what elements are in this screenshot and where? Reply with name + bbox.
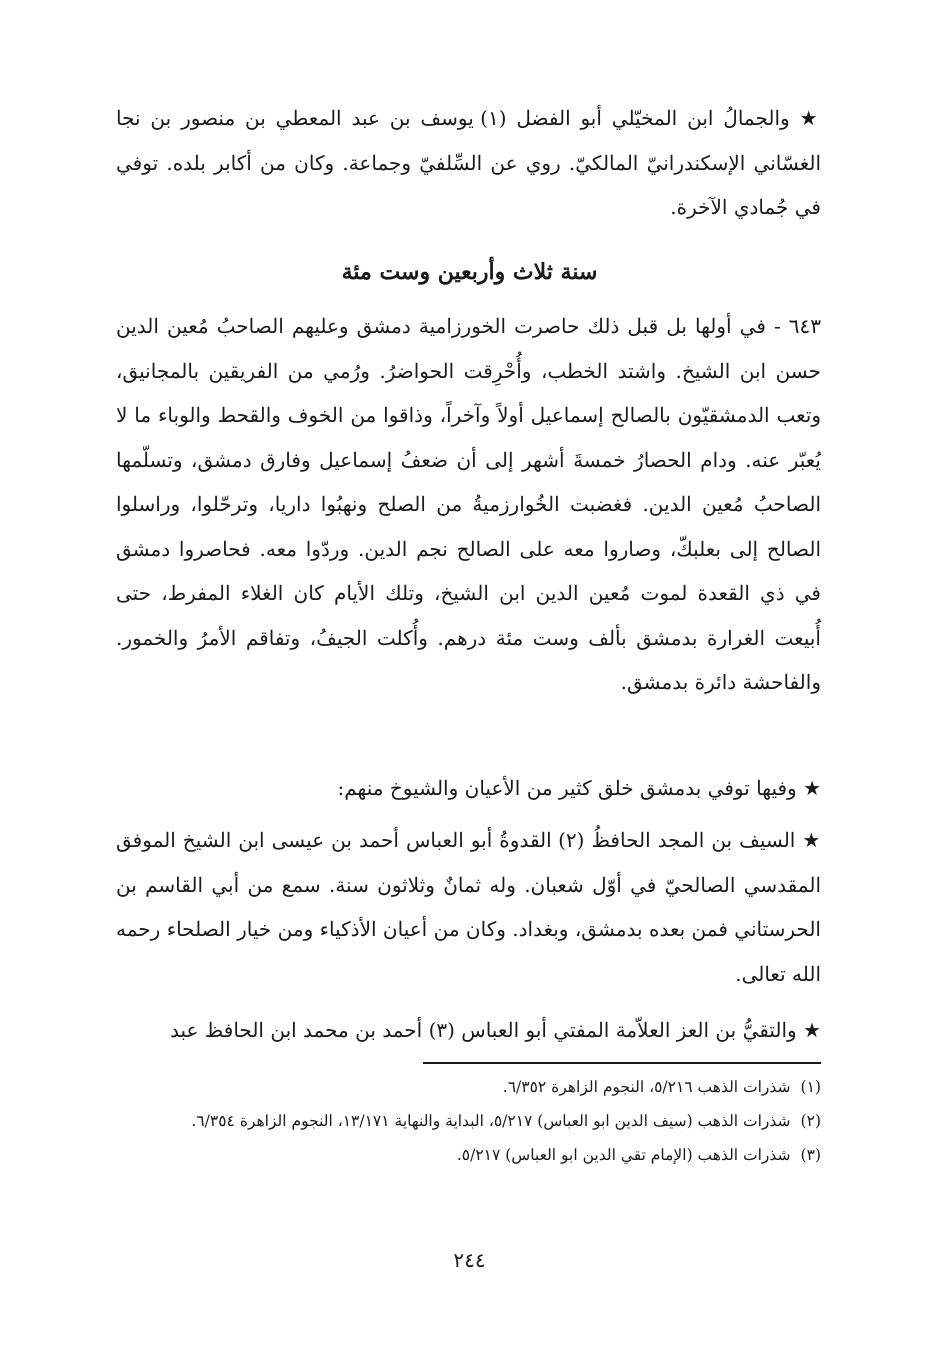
footnote	[116, 1104, 821, 1138]
footnote	[116, 1070, 821, 1104]
footnote-text: شذرات الذهب (سيف الدين ابو العباس) ٥/٢١٧، البداية والنهاية ١٣/١٧١، النجوم الزاهرة ٦/٣٥٤.	[191, 1112, 791, 1130]
footnote-number: (٢)	[800, 1112, 821, 1130]
footnote	[116, 1138, 821, 1172]
footnote-number: (٣)	[800, 1146, 821, 1164]
main-paragraph: ٦٤٣ - في أولها بل قبل ذلك حاصرت الخورزامية دمشق وعليهم الصاحبُ مُعين الدين حسن ابن الشيخ. واشتد الخطب، وأُحْرِقت الحواضرُ. ورُمي من الفريقين بالمجانيق، وتعب الدمشقيّون بالصالح إسماعيل أولاً وآخراً، وذاقوا من الخوف والقحط والوباء ما لا يُعبّر عنه. ودام الحصارُ خمسةَ أشهر إلى أن ضعفُ إسماعيل وفارق دمشق، وتسلّمها الصاحبُ مُعين الدين. فغضبت الخُوارزميةُ من الصلح ونهبُوا داريا، وترحّلوا، وراسلوا الصالح إلى بعلبكّ، وصاروا معه على الصالح نجم الدين. وردّوا معه. فحاصروا دمشق في ذي القعدة لموت مُعين الدين ابن الشيخ، وتلك الأيام كان الغلاء المفرط، حتى أُبيعت الغرارة بدمشق بألف وست مئة درهم. وأُكلت الجيفُ، وتفاقم الأمرُ والخمور. والفاحشة دائرة بدمشق.	[116, 314, 821, 694]
footnote-text: شذرات الذهب ٥/٢١٦، النجوم الزاهرة ٦/٣٥٢.	[502, 1078, 791, 1096]
deaths-intro: ★ وفيها توفي بدمشق خلق كثير من الأعيان والشيوخ منهم:	[337, 776, 821, 800]
entry-taqi: ★ والتقيُّ بن العز العلاّمة المفتي أبو العباس (٣) أحمد بن محمد ابن الحافظ عبد	[169, 1018, 821, 1042]
footnote-divider	[423, 1062, 821, 1064]
entry-sayf: ★ السيف بن المجد الحافظُ (٢) القدوةُ أبو العباس أحمد بن عيسى ابن الشيخ الموفق المقدسي الصالحيّ في أوّل شعبان. وله ثمانٌ وثلاثون سنة. سمع من أبي القاسم بن الحرستاني فمن بعده بدمشق، وبغداد. وكان من أعيان الأذكياء ومن خيار الصلحاء رحمه الله تعالى.	[116, 828, 821, 986]
footnote-text: شذرات الذهب (الإمام تقي الدين ابو العباس) ٥/٢١٧.	[456, 1146, 791, 1164]
page-number: ٢٤٤	[453, 1248, 486, 1272]
section-heading: سنة ثلاث وأربعين وست مئة	[341, 259, 598, 285]
entry-jamal: ★ والجمالُ ابن المخيّلي أبو الفضل (١) يوسف بن عبد المعطي بن منصور بن نجا الغسّاني الإسكندرانيّ المالكيّ. روي عن السِّلفيّ وجماعة. وكان من أكابر بلده. توفي في جُمادي الآخرة.	[116, 106, 821, 219]
footnote-number: (١)	[800, 1078, 821, 1096]
footnotes	[116, 1070, 821, 1172]
